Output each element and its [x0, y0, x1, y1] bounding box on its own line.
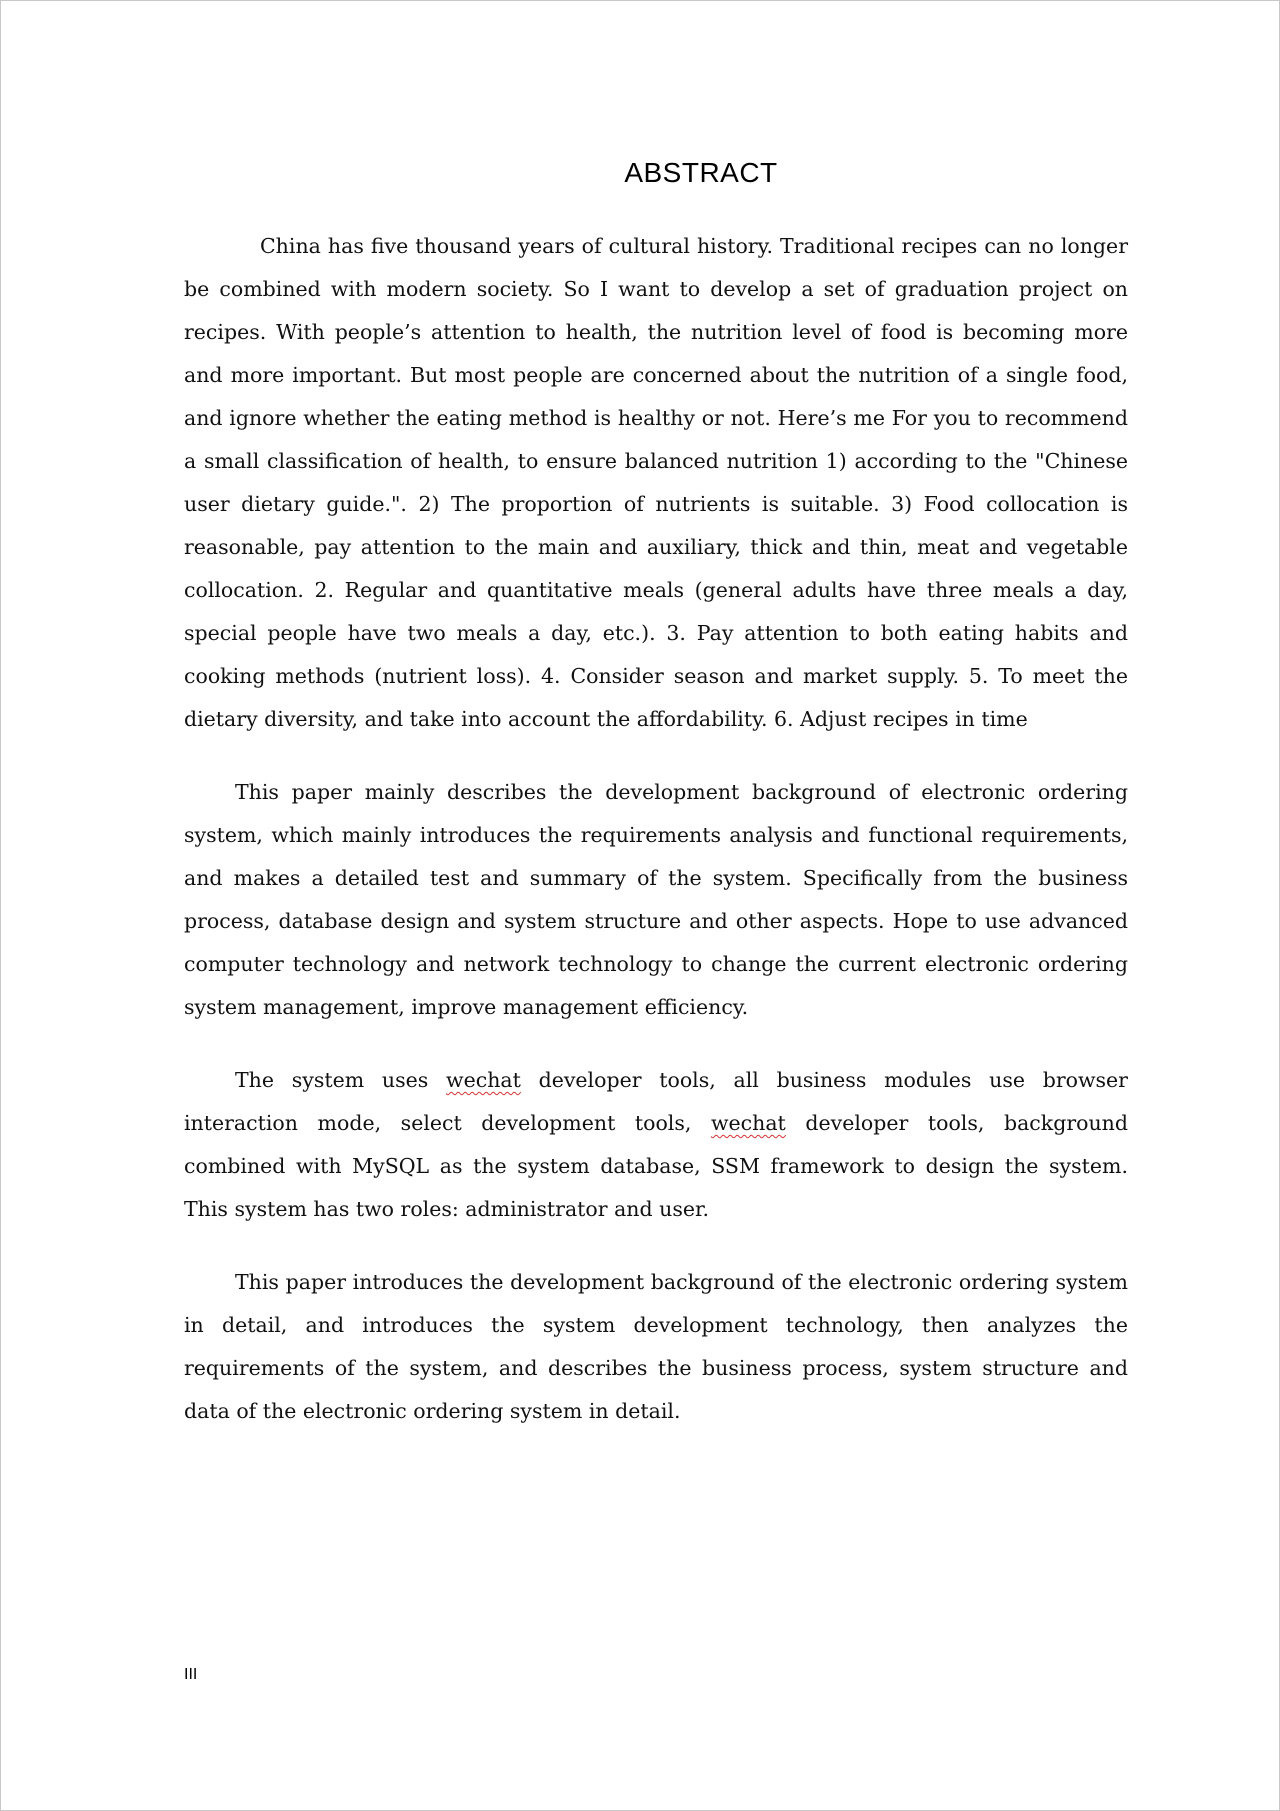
abstract-paragraph-2: This paper mainly describes the development background of electronic ordering system, which mainly introduces the requirements analysis and functional requirements, and makes a detailed test and summary of the system. Specifically from the business process, database design and system structure and other aspects. Hope to use advanced computer technology and network technology to change the current electronic ordering system management, improve management efficiency. — [184, 780, 1128, 1019]
paragraph-3-text-part-1: The system uses — [235, 1068, 447, 1092]
abstract-heading: ABSTRACT — [624, 157, 778, 188]
paragraph-3-text-part-3: developer tools, background combined with MySQL as the system database, SSM framework to design the system. This system has two roles: administrator and user. — [184, 1111, 1128, 1221]
abstract-paragraph-3 — [184, 1059, 1128, 1231]
spellcheck-flagged-word[interactable]: wechat — [710, 1111, 786, 1135]
abstract-body — [184, 225, 1128, 1463]
abstract-paragraph-1: China has five thousand years of cultural history. Traditional recipes can no longer be combined with modern society. So I want to develop a set of graduation project on recipes. With people’s attention to health, the nutrition level of food is becoming more and more important. But most people are concerned about the nutrition of a single food, and ignore whether the eating method is healthy or not. Here’s me For you to recommend a small classification of health, to ensure balanced nutrition 1) according to the "Chinese user dietary guide.". 2) The proportion of nutrients is suitable. 3) Food collocation is reasonable, pay attention to the main and auxiliary, thick and thin, meat and vegetable collocation. 2. Regular and quantitative meals (general adults have three meals a day, special people have two meals a day, etc.). 3. Pay attention to both eating habits and cooking methods (nutrient loss). 4. Consider season and market supply. 5. To meet the dietary diversity, and take into account the affordability. 6. Adjust recipes in time — [184, 234, 1128, 731]
spellcheck-flagged-word[interactable]: wechat — [446, 1068, 521, 1092]
abstract-paragraph-4: This paper introduces the development background of the electronic ordering system in detail, and introduces the system development technology, then analyzes the requirements of the system, and describes the business process, system structure and data of the electronic ordering system in detail. — [184, 1270, 1128, 1423]
page-number: III — [184, 1666, 198, 1683]
paragraph-3-text-part-2: developer tools, all business modules use browser interaction mode, select development tools, — [184, 1068, 1128, 1135]
